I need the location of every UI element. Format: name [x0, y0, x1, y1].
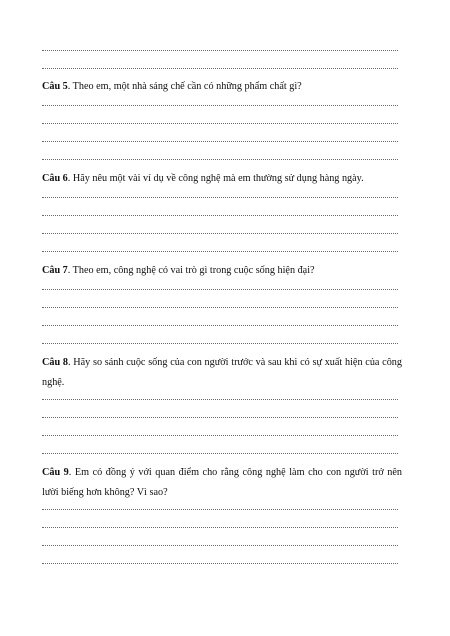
answer-line	[42, 123, 398, 124]
answer-line	[42, 197, 398, 198]
answer-line	[42, 527, 398, 528]
answer-line	[42, 215, 398, 216]
question-text: . Theo em, công nghệ có vai trò gì trong cuộc sống hiện đại?	[67, 265, 315, 276]
answer-line	[42, 141, 398, 142]
answer-line	[42, 545, 398, 546]
answer-line	[42, 417, 398, 418]
question-number: Câu 6	[42, 173, 68, 184]
question-number: Câu 5	[42, 81, 68, 92]
question-number: Câu 7	[42, 265, 68, 276]
answer-line	[42, 563, 398, 564]
question-text: . Em có đồng ý với quan điểm cho rằng công nghệ làm cho con người trở nên lười biếng hơn không? Vì sao?	[42, 467, 402, 498]
answer-line	[42, 343, 398, 344]
question-7	[42, 261, 402, 281]
question-text: . Theo em, một nhà sáng chế cần có những phẩm chất gì?	[67, 81, 302, 92]
answer-line	[42, 435, 398, 436]
answer-line	[42, 50, 398, 51]
answer-line	[42, 251, 398, 252]
question-6	[42, 169, 402, 189]
answer-line	[42, 233, 398, 234]
question-number: Câu 9	[42, 467, 69, 478]
answer-line	[42, 159, 398, 160]
answer-line	[42, 307, 398, 308]
answer-line	[42, 325, 398, 326]
answer-line	[42, 289, 398, 290]
answer-line	[42, 105, 398, 106]
answer-line	[42, 399, 398, 400]
answer-line	[42, 68, 398, 69]
question-5	[42, 77, 402, 97]
question-text: . Hãy so sánh cuộc sống của con người trước và sau khi có sự xuất hiện của công nghệ.	[42, 357, 402, 388]
question-number: Câu 8	[42, 357, 68, 368]
question-text: . Hãy nêu một vài ví dụ về công nghệ mà em thường sử dụng hàng ngày.	[67, 173, 364, 184]
answer-line	[42, 509, 398, 510]
question-8	[42, 353, 402, 393]
answer-line	[42, 453, 398, 454]
question-9	[42, 463, 402, 503]
